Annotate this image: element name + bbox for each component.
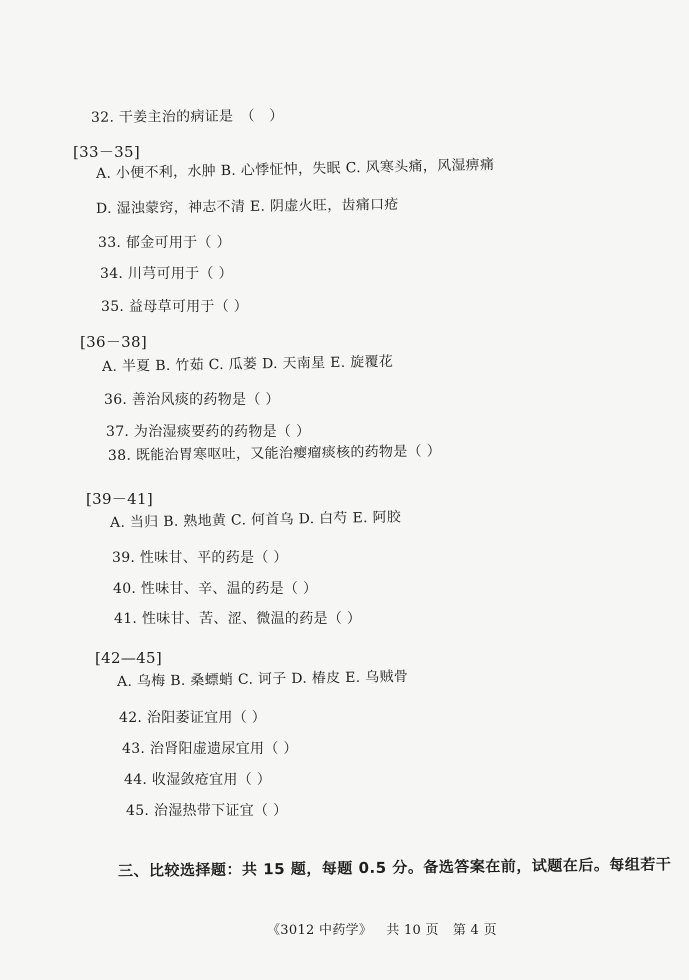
group-header-42-45: [42—45] — [95, 649, 162, 667]
group-options-42-45: A. 乌梅 B. 桑螵蛸 C. 诃子 D. 椿皮 E. 乌贼骨 — [116, 668, 409, 690]
question-39: 39. 性味甘、平的药是（ ） — [112, 550, 288, 566]
question-43: 43. 治肾阳虚遗尿宜用（ ） — [122, 741, 298, 757]
page-footer — [267, 922, 511, 940]
question-42: 42. 治阳萎证宜用（ ） — [119, 710, 267, 726]
question-44: 44. 收湿敛疮宜用（ ） — [124, 772, 272, 788]
question-41: 41. 性味甘、苦、涩、微温的药是（ ） — [114, 611, 362, 627]
group-options-33-35-line1: A. 小便不利，水肿 B. 心悸怔忡，失眠 C. 风寒头痛，风湿痹痛 — [95, 156, 495, 182]
question-36: 36. 善治风痰的药物是（ ） — [104, 392, 280, 408]
question-35: 35. 益母草可用于（ ） — [101, 299, 249, 315]
question-38: 38. 既能治胃寒呕吐，又能治瘿瘤痰核的药物是（ ） — [107, 443, 442, 464]
footer-page-number: 第 4 页 — [452, 923, 497, 938]
group-options-39-41: A. 当归 B. 熟地黄 C. 何首乌 D. 白芍 E. 阿胶 — [109, 509, 402, 531]
section-3-heading: 三、比较选择题：共 15 题，每题 0.5 分。备选答案在前，试题在后。每组若干 — [117, 855, 672, 880]
group-options-33-35-line2: D. 湿浊蒙窍，神志不清 E. 阴虚火旺，齿痛口疮 — [95, 196, 399, 217]
question-34: 34. 川芎可用于（ ） — [100, 266, 233, 282]
footer-course: 《3012 中药学》 — [267, 923, 373, 938]
question-37: 37. 为治湿痰要药的药物是（ ） — [106, 424, 311, 440]
question-45: 45. 治湿热带下证宜（ ） — [126, 803, 288, 819]
group-options-36-38: A. 半夏 B. 竹茹 C. 瓜蒌 D. 天南星 E. 旋覆花 — [101, 353, 394, 375]
question-32: 32. 干姜主治的病证是 （ ） — [90, 108, 284, 126]
group-header-36-38: [36－38] — [80, 333, 147, 351]
footer-total-pages: 共 10 页 — [386, 923, 439, 938]
group-header-39-41: [39－41] — [86, 490, 153, 508]
question-40: 40. 性味甘、辛、温的药是（ ） — [113, 581, 318, 597]
group-header-33-35: [33－35] — [73, 143, 140, 161]
question-33: 33. 郁金可用于（ ） — [98, 235, 231, 251]
